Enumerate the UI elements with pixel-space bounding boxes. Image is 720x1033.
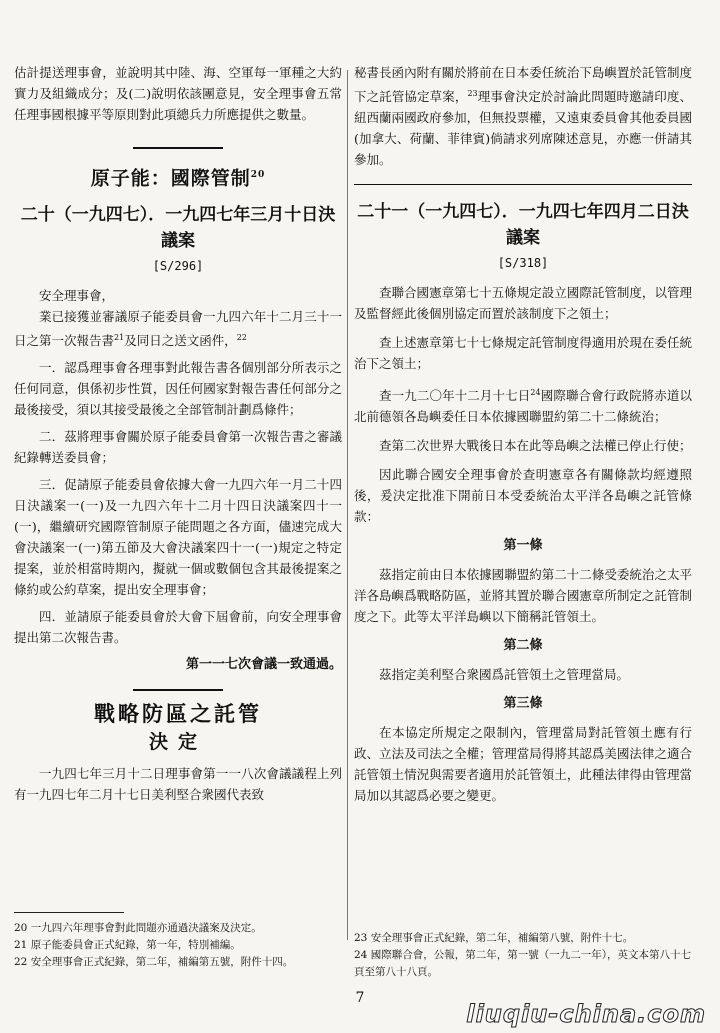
decision-continuation <box>354 62 692 170</box>
decision-text: 一九四七年三月十二日理事會第一一八次會議議程上列有一九四七年二月十七日美利堅合衆國代表致 <box>14 766 342 803</box>
column-divider <box>347 70 348 940</box>
footnote-22: 22 安全理事會正式紀錄，第二年，補編第五號，附件十四。 <box>14 956 294 968</box>
resolution-21-recital-2: 查上述憲章第七十七條規定託管制度得適用於現在委任統治下之領土； <box>354 335 692 372</box>
recital-3-text-a: 查一九二〇年十二月十七日 <box>379 388 531 404</box>
resolution-20-para-4: 四．並請原子能委員會於大會下屆會前，向安全理事會提出第二次報告書。 <box>14 609 342 646</box>
footnote-ref-21: 21 <box>114 333 125 343</box>
resolution-20-title: 二十（一九四七）．一九四七年三月十日決議案 <box>20 205 336 252</box>
intro-paragraph: 估計提送理事會，並說明其中陸、海、空軍每一軍種之大約實力及組織成分；及(二)說明依該團意見，安全理事會五常任理事國根據平等原則對此項總兵力所應提供之數量。 <box>14 65 342 122</box>
resolution-20-symbol: [S/296] <box>152 259 204 274</box>
footnote-ref-22: 22 <box>236 333 247 343</box>
footnotes-left <box>14 920 342 971</box>
resolution-21-symbol: [S/318] <box>497 256 549 271</box>
left-column <box>14 62 342 805</box>
article-1-text: 茲指定前由日本依據國聯盟約第二十二條受委統治之太平洋各島嶼爲戰略防區，並將其置於聯合國憲章所制定之託管制度之下。此等太平洋島嶼以下簡稱託管領土。 <box>354 567 692 625</box>
article-2-heading: 第二條 <box>503 638 543 654</box>
resolution-21-recital-1: 查聯合國憲章第七十五條規定設立國際託管制度，以管理及監督經此後個別協定而置於該制度下之領土； <box>354 285 692 322</box>
continuation-text-b: 理事會決定於討論此問題時邀請印度、紐西蘭兩國政府參加，但無投票權，又遠東委員會其他委員國(加拿大、荷蘭、菲律賓)倘請求列席陳述意見，亦應一併請其參加。 <box>354 89 692 168</box>
section-divider-2 <box>133 689 223 691</box>
strategic-areas-title: 戰略防區之託管 <box>94 701 262 727</box>
footnote-21: 21 原子能委員會正式紀錄，第一年，特別補編。 <box>14 939 241 951</box>
footnote-rule <box>14 912 124 913</box>
footnote-20: 20 一九四六年理事會對此問題亦通過決議案及決定。 <box>14 922 262 934</box>
section-title-text: 原子能：國際管制 <box>90 167 251 190</box>
resolution-20-addressee: 安全理事會， <box>39 288 115 304</box>
resolution-21-recital-5: 因此聯合國安全理事會於查明憲章各有關條款均經遵照後，爰決定批准下開前日本受委統治太平洋各島嶼之託管條款： <box>354 467 692 525</box>
article-1-heading: 第一條 <box>503 538 543 554</box>
resolution-21-recital-4: 查第二次世界大戰後日本在此等島嶼之法權已停止行使； <box>379 438 692 454</box>
article-2-text: 茲指定美利堅合衆國爲託管領土之管理當局。 <box>379 667 630 683</box>
page-number: 7 <box>355 990 365 1006</box>
resolution-20-preamble <box>14 306 342 351</box>
article-3-heading: 第三條 <box>503 696 543 712</box>
resolution-21-title: 二十一（一九四七）．一九四七年四月二日決議案 <box>357 202 689 249</box>
section-title-atomic-energy <box>14 161 342 192</box>
footnotes-right <box>354 930 692 981</box>
resolution-21-recital-3 <box>354 382 692 427</box>
preamble-text-b: 及同日之送文函件， <box>124 333 237 349</box>
footnote-ref-23: 23 <box>467 89 478 98</box>
right-column <box>354 62 692 806</box>
decision-heading: 決定 <box>148 731 207 754</box>
article-3-text: 在本協定所規定之限制內，管理當局對託管領土應有行政、立法及司法之全權；管理當局得將其認爲美國法律之適合託管領土情況與需要者適用於託管領土，此種法律得由管理當局加以其認爲必要之變更。 <box>354 725 692 804</box>
section-rule <box>354 184 692 185</box>
footnote-24: 24 國際聯合會，公報，第二年，第一號（一九二一年），英文本第八十七頁至第八十八頁。 <box>354 949 691 978</box>
resolution-20-vote: 第一一七次會議一致通過。 <box>185 657 342 673</box>
preamble-text-a: 業已接獲並審議原子能委員會一九四六年十二月三十一日之第一次報告書 <box>14 309 342 349</box>
resolution-20-para-1: 一．認爲理事會各理事對此報告書各個別部分所表示之任何同意，俱係初步性質，因任何國家對報告書任何部分之最後接受，須以其接受最後之全部管制計劃爲條件； <box>14 360 342 418</box>
footnote-ref-24: 24 <box>530 388 541 398</box>
footnote-23: 23 安全理事會正式紀錄，第二年，補編第八號，附件十七。 <box>354 932 634 944</box>
continuation-text-a: 秘書長函內附有關於將前在日本委任統治下島嶼置於託管制度下之託管協定草案， <box>354 65 692 105</box>
site-watermark: liuqiu-china.com <box>466 1000 706 1028</box>
resolution-20-para-2: 二．茲將理事會關於原子能委員會第一次報告書之審議紀錄轉送委員會； <box>14 429 342 466</box>
resolution-20-para-3: 三．促請原子能委員會依據大會一九四六年一月二十四日決議案一(一)及一九四六年十二月十四日決議案四十一(一)，繼續研究國際管制原子能問題之各方面，儘速完成大會決議案一(一)第五節及大會決議案四十一(一)規定之特定提案，並於相當時期內，擬就一個或數個包含其最後提案之條約或公約草案，提出安全理事會； <box>14 477 342 598</box>
section-divider <box>133 147 223 149</box>
footnote-ref-20: 20 <box>250 170 266 180</box>
recital-3-text-b: 國際聯合會行政院將赤道以北前德領各島嶼委任日本依據國聯盟約第二十二條統治； <box>354 388 692 425</box>
